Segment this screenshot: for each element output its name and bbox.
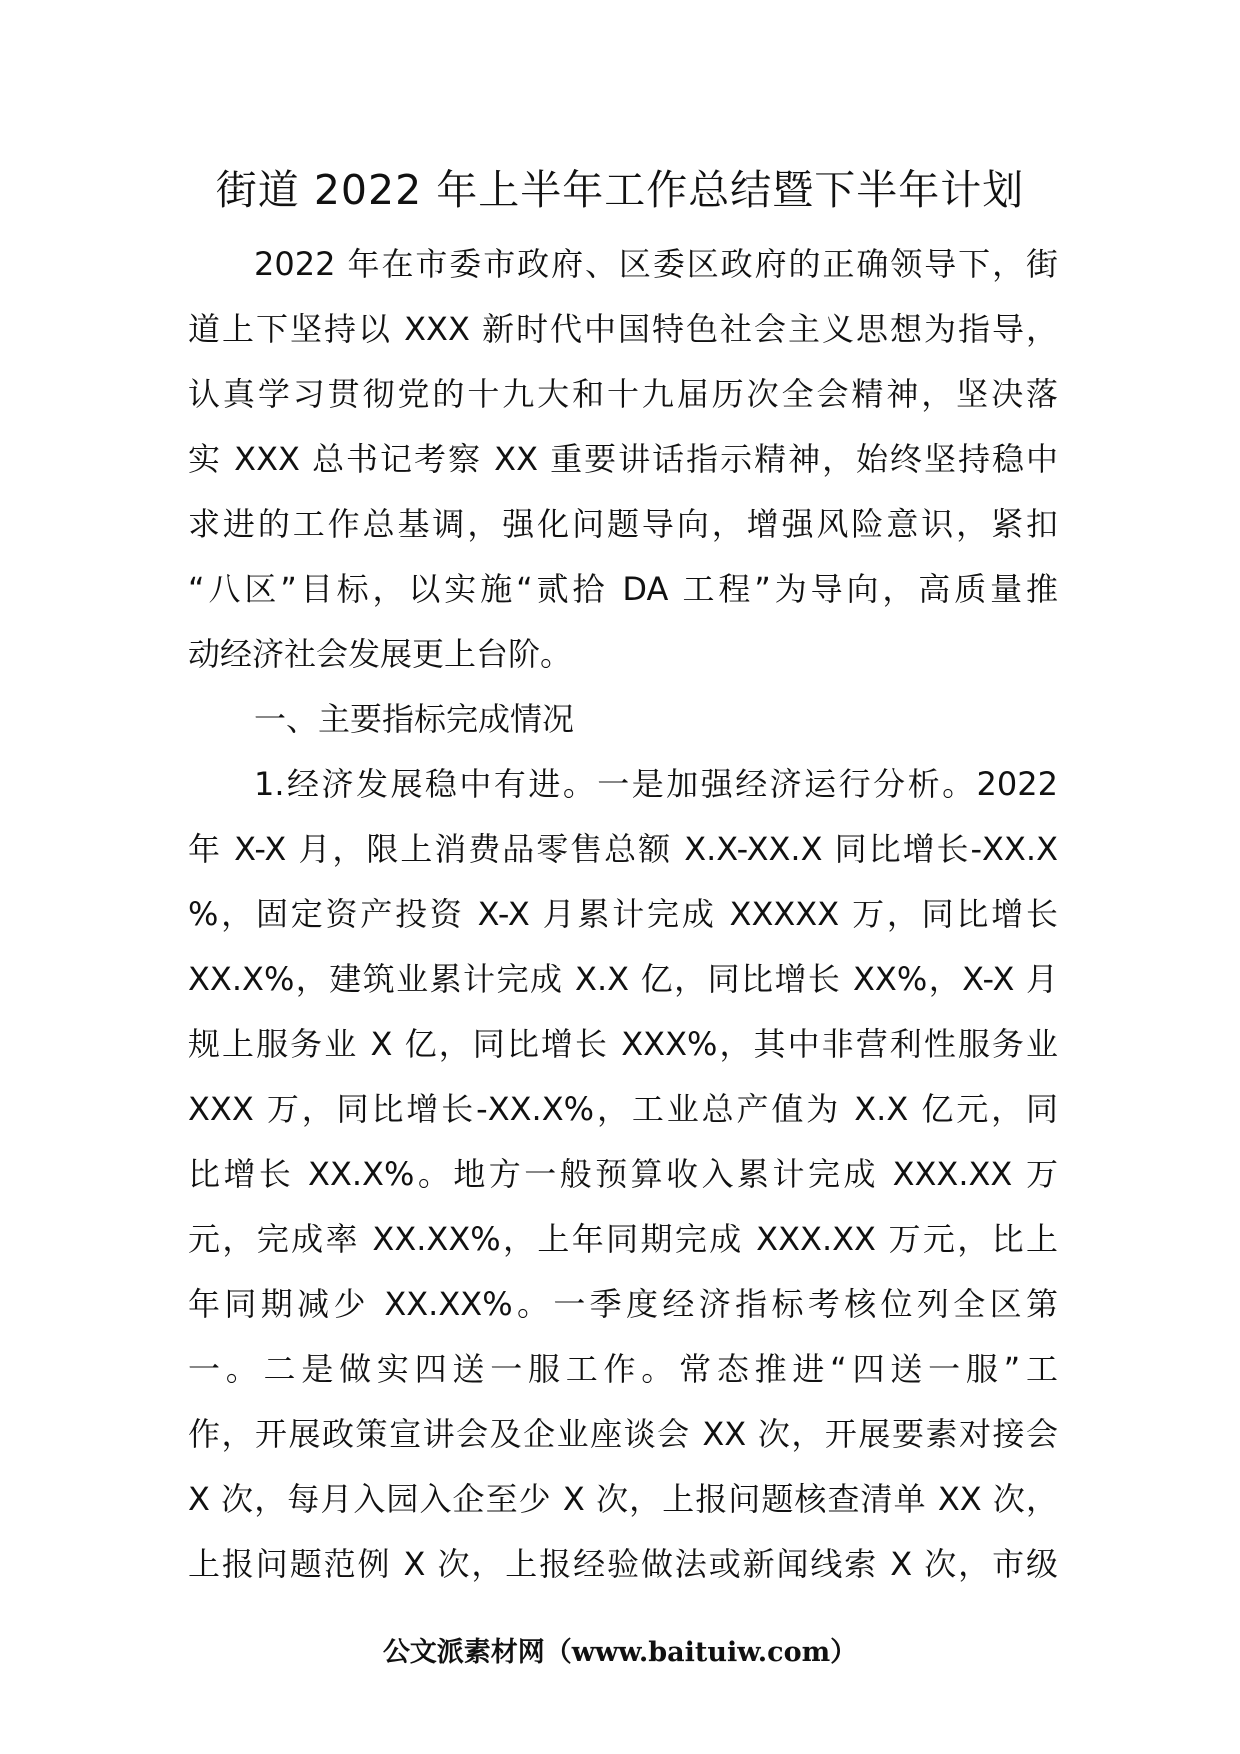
document-body [188, 232, 1058, 1597]
paragraph-line: 元，完成率 XX.XX%，上年同期完成 XXX.XX 万元，比上 [188, 1220, 1058, 1258]
footer-watermark: 公文派素材网（www.baituiw.com） [382, 1637, 858, 1668]
paragraph-line: 动经济社会发展更上台阶。 [188, 635, 573, 673]
paragraph-line: %，固定资产投资 X-X 月累计完成 XXXXX 万，同比增长 [188, 895, 1058, 933]
paragraph-line: 实 XXX 总书记考察 XX 重要讲话指示精神，始终坚持稳中 [188, 440, 1058, 478]
paragraph-line: 1.经济发展稳中有进。一是加强经济运行分析。2022 [254, 765, 1058, 803]
paragraph-line: 年 X-X 月，限上消费品零售总额 X.X-XX.X 同比增长-XX.X [188, 830, 1058, 868]
paragraph-line: XXX 万，同比增长-XX.X%，工业总产值为 X.X 亿元，同 [188, 1090, 1058, 1128]
paragraph-line: 作，开展政策宣讲会及企业座谈会 XX 次，开展要素对接会 [188, 1415, 1058, 1453]
paragraph-line: 规上服务业 X 亿，同比增长 XXX%，其中非营利性服务业 [188, 1025, 1058, 1063]
paragraph-line: 求进的工作总基调，强化问题导向，增强风险意识，紧扣 [188, 505, 1058, 543]
paragraph-line: 一。二是做实四送一服工作。常态推进“四送一服”工 [188, 1350, 1058, 1388]
paragraph-line: 2022 年在市委市政府、区委区政府的正确领导下，街 [254, 245, 1058, 283]
document-title: 街道 2022 年上半年工作总结暨下半年计划 [215, 166, 1025, 214]
paragraph-line: 上报问题范例 X 次，上报经验做法或新闻线索 X 次，市级 [188, 1545, 1058, 1583]
paragraph-line: 比增长 XX.X%。地方一般预算收入累计完成 XXX.XX 万 [188, 1155, 1058, 1193]
section-heading: 一、主要指标完成情况 [254, 700, 575, 738]
paragraph-line: XX.X%，建筑业累计完成 X.X 亿，同比增长 XX%，X-X 月 [188, 960, 1058, 998]
paragraph-line: X 次，每月入园入企至少 X 次，上报问题核查清单 XX 次， [188, 1480, 1058, 1518]
paragraph-line: 道上下坚持以 XXX 新时代中国特色社会主义思想为指导， [188, 310, 1058, 348]
paragraph-line: 认真学习贯彻党的十九大和十九届历次全会精神，坚决落 [188, 375, 1058, 413]
paragraph-line: “八区”目标，以实施“贰拾 DA 工程”为导向，高质量推 [188, 570, 1058, 608]
paragraph-line: 年同期减少 XX.XX%。一季度经济指标考核位列全区第 [188, 1285, 1058, 1323]
